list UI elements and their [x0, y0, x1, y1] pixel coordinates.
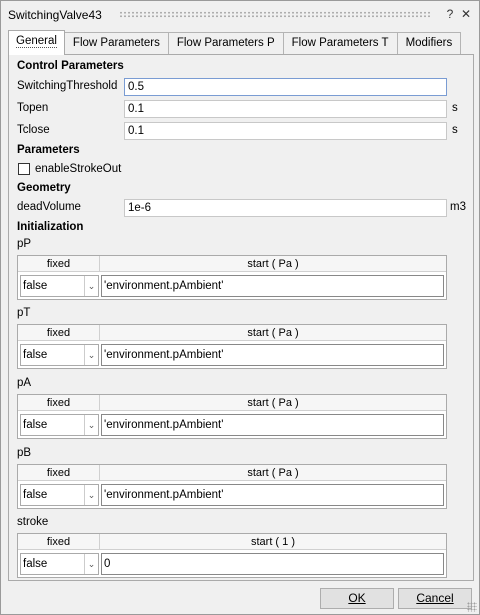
topen-input[interactable]: 0.1 — [124, 100, 447, 118]
switching-threshold-label: SwitchingThreshold — [17, 80, 118, 92]
pp-fixed-select[interactable] — [20, 275, 99, 297]
stroke-start-input[interactable]: 0 — [101, 553, 444, 575]
tab-flow-parameters-t[interactable] — [283, 32, 398, 54]
pp-fixed-value: false — [23, 280, 48, 292]
ok-button[interactable] — [320, 588, 394, 609]
stroke-fixed-header: fixed — [18, 534, 100, 550]
drag-grip-icon[interactable] — [119, 11, 431, 18]
stroke-grid — [17, 533, 447, 578]
switching-threshold-input[interactable]: 0.5 — [124, 78, 447, 96]
pa-grid-header — [18, 395, 446, 411]
general-tab-panel — [8, 54, 474, 581]
pp-label: pP — [17, 238, 32, 250]
close-icon[interactable]: ✕ — [460, 7, 472, 21]
pp-start-header: start ( Pa ) — [247, 258, 299, 270]
tab-modifiers[interactable] — [397, 32, 462, 54]
pa-fixed-select[interactable] — [20, 414, 99, 436]
tab-general-label: General — [16, 35, 57, 47]
pt-grid — [17, 324, 447, 369]
tab-general[interactable] — [8, 30, 65, 55]
geometry-heading: Geometry — [17, 182, 71, 194]
enable-stroke-out-checkbox[interactable] — [18, 163, 30, 175]
pt-fixed-header: fixed — [18, 325, 100, 341]
pt-fixed-select[interactable] — [20, 344, 99, 366]
tclose-input[interactable]: 0.1 — [124, 122, 447, 140]
pa-start-input[interactable]: 'environment.pAmbient' — [101, 414, 444, 436]
pb-fixed-value: false — [23, 489, 48, 501]
stroke-fixed-value: false — [23, 558, 48, 570]
stroke-label: stroke — [17, 516, 49, 528]
tab-modifiers-label: Modifiers — [405, 37, 453, 49]
cancel-button-label: Cancel — [416, 591, 454, 605]
dead-volume-unit: m3 — [450, 201, 466, 213]
pa-grid — [17, 394, 447, 439]
chevron-down-icon[interactable]: ⌄ — [84, 554, 98, 574]
tclose-unit: s — [452, 124, 458, 136]
pb-start-header: start ( Pa ) — [247, 467, 299, 479]
window-title: SwitchingValve43 — [8, 8, 102, 22]
pp-start-input[interactable]: 'environment.pAmbient' — [101, 275, 444, 297]
pa-start-header: start ( Pa ) — [247, 397, 299, 409]
control-parameters-heading: Control Parameters — [17, 60, 124, 72]
pt-fixed-value: false — [23, 349, 48, 361]
resize-grip-icon[interactable] — [467, 602, 477, 612]
topen-label: Topen — [17, 102, 49, 114]
parameters-heading: Parameters — [17, 144, 80, 156]
chevron-down-icon[interactable]: ⌄ — [84, 276, 98, 296]
stroke-start-header: start ( 1 ) — [250, 536, 295, 548]
tab-bar — [8, 30, 474, 54]
tab-flow-parameters-t-label: Flow Parameters T — [291, 37, 389, 49]
pa-label: pA — [17, 377, 32, 389]
initialization-heading: Initialization — [17, 221, 84, 233]
pt-grid-header — [18, 325, 446, 341]
pp-grid — [17, 255, 447, 300]
ok-button-label: OK — [348, 591, 366, 605]
chevron-down-icon[interactable]: ⌄ — [84, 485, 98, 505]
pb-start-input[interactable]: 'environment.pAmbient' — [101, 484, 444, 506]
enable-stroke-out-label: enableStrokeOut — [35, 163, 122, 175]
dead-volume-label: deadVolume — [17, 201, 81, 213]
pb-grid-header — [18, 465, 446, 481]
pa-fixed-header: fixed — [18, 395, 100, 411]
tab-flow-parameters-label: Flow Parameters — [72, 37, 160, 49]
title-bar[interactable] — [1, 1, 479, 27]
dead-volume-input[interactable]: 1e-6 — [124, 199, 447, 217]
tab-flow-parameters-p[interactable] — [168, 32, 284, 54]
cancel-button[interactable] — [398, 588, 472, 609]
pb-fixed-header: fixed — [18, 465, 100, 481]
chevron-down-icon[interactable]: ⌄ — [84, 415, 98, 435]
stroke-fixed-select[interactable] — [20, 553, 99, 575]
pp-fixed-header: fixed — [18, 256, 100, 272]
pt-start-input[interactable]: 'environment.pAmbient' — [101, 344, 444, 366]
tab-flow-parameters-p-label: Flow Parameters P — [176, 37, 275, 49]
pa-fixed-value: false — [23, 419, 48, 431]
pt-label: pT — [17, 307, 31, 319]
topen-unit: s — [452, 102, 458, 114]
pb-fixed-select[interactable] — [20, 484, 99, 506]
tab-flow-parameters[interactable] — [64, 32, 169, 54]
chevron-down-icon[interactable]: ⌄ — [84, 345, 98, 365]
help-icon[interactable]: ? — [446, 7, 454, 21]
pp-grid-header — [18, 256, 446, 272]
pb-grid — [17, 464, 447, 509]
pt-start-header: start ( Pa ) — [247, 327, 299, 339]
tclose-label: Tclose — [17, 124, 50, 136]
pb-label: pB — [17, 447, 32, 459]
stroke-grid-header — [18, 534, 446, 550]
